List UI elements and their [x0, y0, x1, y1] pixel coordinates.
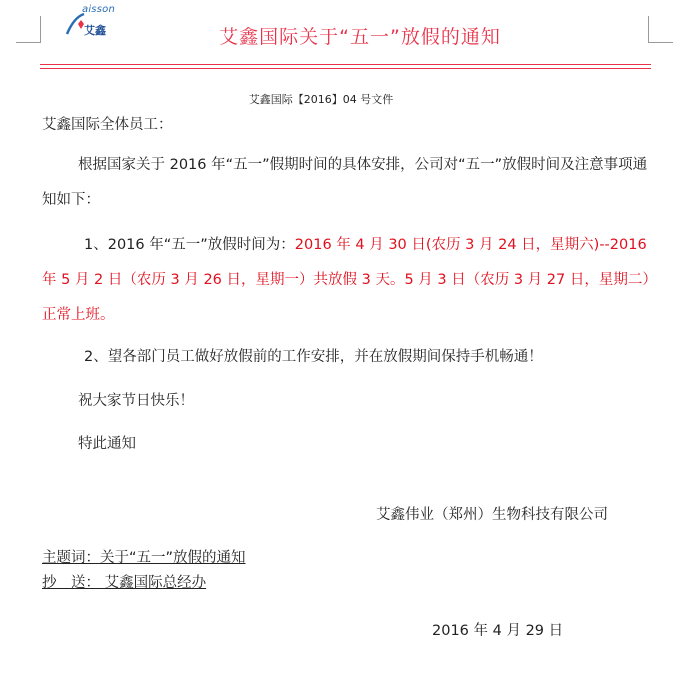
notice-closing: 特此通知: [78, 436, 136, 452]
logo-chinese-name: 艾鑫: [84, 24, 106, 37]
issuing-company: 艾鑫伟业（郑州）生物科技有限公司: [376, 507, 608, 523]
intro-paragraph: 根据国家关于 2016 年“五一”假期时间的具体安排，公司对“五一”放假时间及注意事项通知如下：: [42, 157, 648, 208]
cc-line: 抄 送： 艾鑫国际总经办: [42, 575, 207, 591]
salutation: 艾鑫国际全体员工：: [42, 117, 173, 133]
header-divider-thick: [40, 64, 651, 65]
document-number: 艾鑫国际【2016】04 号文件: [248, 93, 394, 106]
holiday-schedule-dates: 2016 年 4 月 30 日(农历 3 月 24 日，星期六)--2016 年 5 月 2 日（农历 3 月 26 日，星期一）共放假 3 天。5 月 3 日（农历 3 月 27 日，星期二）正常上班。: [42, 237, 657, 323]
work-arrangement-item: 2、望各部门员工做好放假前的工作安排，并在放假期间保持手机畅通！: [84, 349, 543, 365]
holiday-schedule-item: [42, 228, 658, 333]
page-corner-mark-top-left: [16, 16, 41, 43]
logo-wordmark: aisson: [82, 4, 115, 15]
holiday-wish: 祝大家节日快乐！: [78, 393, 194, 409]
issue-date: 2016 年 4 月 29 日: [432, 623, 564, 639]
subject-line: 主题词：关于“五一”放假的通知: [42, 550, 246, 566]
document-header-title: 艾鑫国际关于“五一”放假的通知: [219, 26, 501, 48]
holiday-schedule-prefix: 1、2016 年“五一”放假时间为：: [84, 237, 295, 253]
header-divider-thin: [40, 68, 651, 69]
company-logo: [64, 4, 134, 40]
page-corner-mark-top-right: [648, 16, 673, 43]
